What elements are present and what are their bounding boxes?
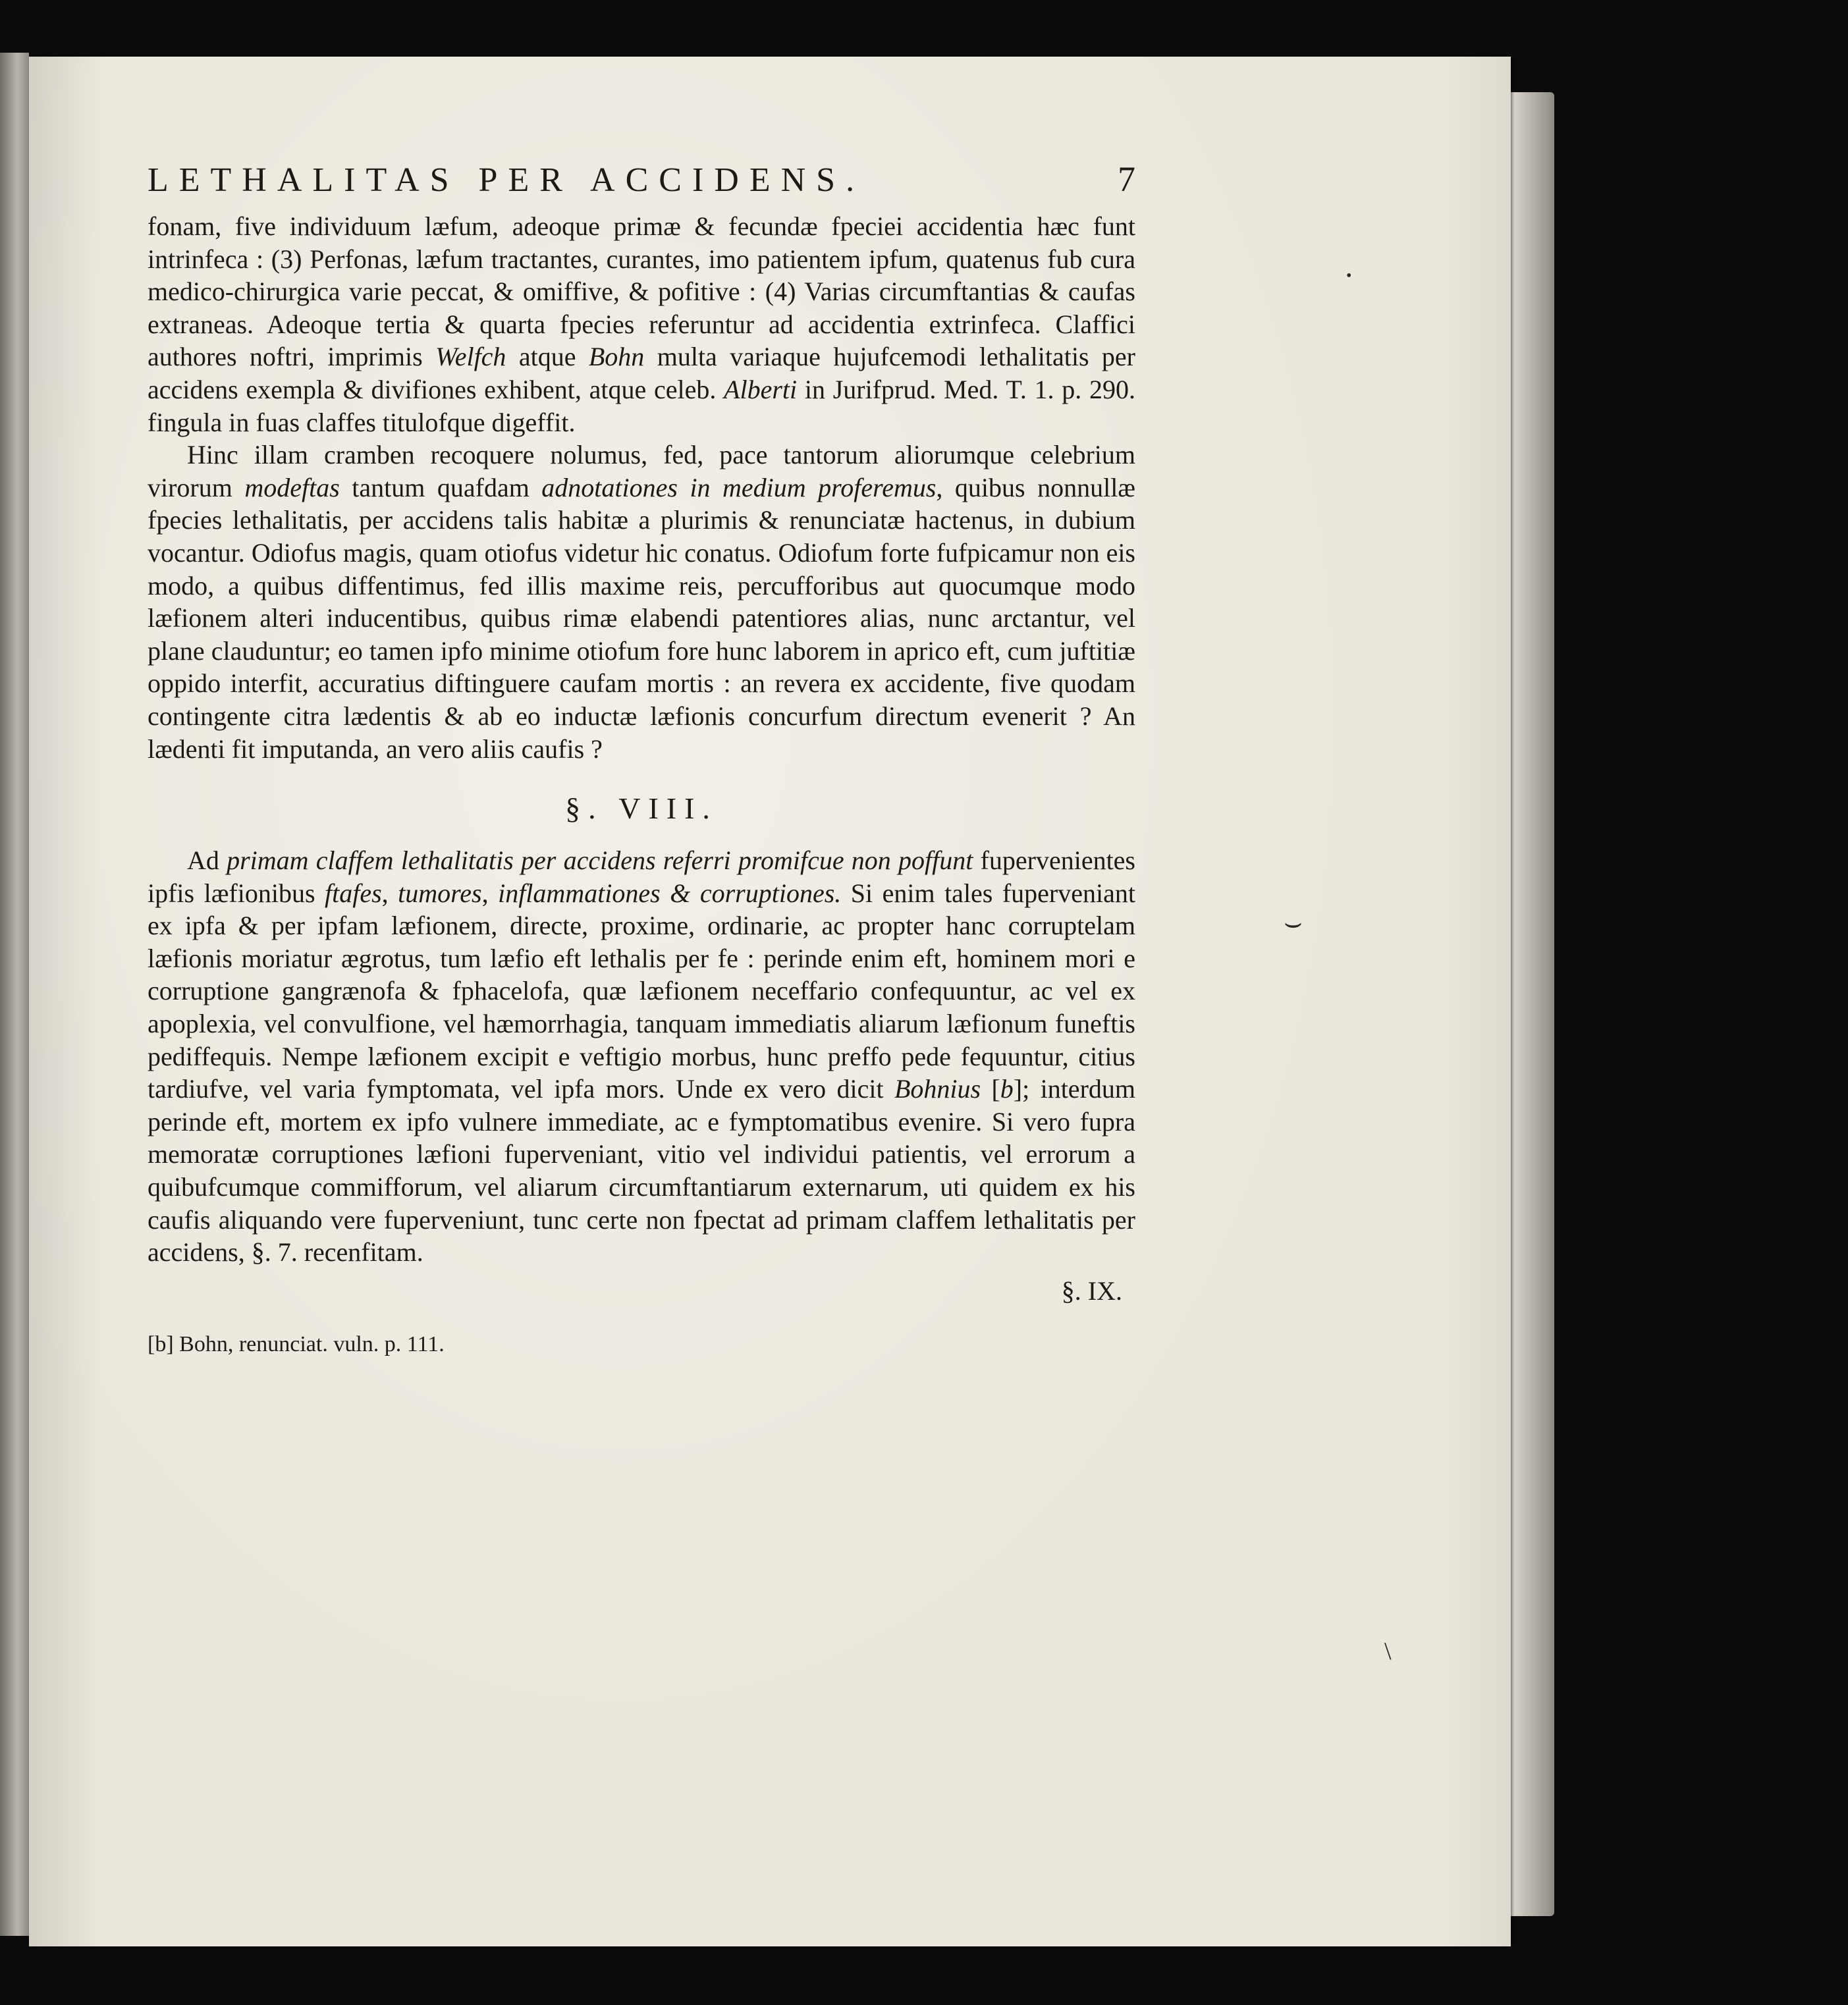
text-block [148, 159, 1135, 1357]
p3-text-7: ]; interdum perinde eft, mortem ex ipfo vulnere immediate, ac e fymptomatibus evenire. Si vero fupra memoratæ corruptiones læfioni fuperveniant, vitio vel individui patientis, vel errorum a quibufcumque commifforum, vel aliarum circumftantiarum externarum, uti quidem ex his caufis aliquando vere fuperveniunt, tunc certe non fpectat ad primam claffem lethalitatis per accidens, §. 7. recenfitam. [148, 1074, 1135, 1268]
left-page-edge [0, 53, 29, 1936]
p3-italic-6: b [1000, 1074, 1014, 1104]
book-page [29, 57, 1511, 1946]
footnote [148, 1332, 1135, 1357]
running-head-title: LETHALITAS PER ACCIDENS. [148, 161, 865, 199]
p1-text-3: multa variaque hujufcemodi lethalitatis per accidens exempla & divifiones exhibent, atque celeb. [148, 342, 1135, 404]
p3-text-1: Ad [187, 845, 227, 876]
footnote-text: Bohn, renunciat. vuln. p. 111. [173, 1331, 445, 1356]
margin-stray-mark: ⌣ [1284, 907, 1303, 939]
p2-text-3: , quibus nonnullæ fpecies lethalitatis, per accidens talis habitæ a plurimis & renunciatæ hactenus, in dubium vocantur. Odiofus magis, quam otiofus videtur hic conatus. Odiofum forte fufpicamur non eis modo, a quibus diffentimus, fed illis maxime reis, percufforibus aut quocumque modo læfionem alteri inducentibus, quibus rimæ elabendi patentiores alias, nunc arctantur, vel plane clauduntur; eo tamen ipfo minime otiofum fore hunc laborem in aprico eft, cum juftitiæ oppido interfit, accuratius diftinguere caufam mortis : an revera ex accidente, five quodam contingente citra lædentis & ab eo inductæ læfionis concurfum directum evenerit ? An lædenti fit imputanda, an vero aliis caufis ? [148, 472, 1135, 764]
catchword: §. IX. [1061, 1275, 1122, 1306]
margin-stray-mark-2: \ [1384, 1638, 1392, 1665]
paragraph-1 [148, 210, 1135, 439]
p1-text-2: atque [506, 342, 589, 372]
running-head [148, 159, 1135, 205]
p3-italic-4: inflammationes & corruptiones. [498, 878, 842, 908]
section-heading: §. VIII. [565, 791, 718, 826]
p3-italic-2: ftafes [325, 878, 382, 908]
p2-italic-2: adnotationes in medium proferemus [541, 472, 937, 502]
p3-text-4: , [481, 878, 499, 908]
p1-name-welfch: Welfch [435, 342, 506, 372]
p3-italic-1: primam claffem lethalitatis per accidens referri promifcue non poffunt [227, 845, 973, 876]
margin-dot: • [1346, 267, 1352, 284]
p1-name-bohn: Bohn [588, 342, 645, 372]
p3-text-5: Si enim tales fuperveniant ex ipfa & per ipfam læfionem, directe, proxime, ordinarie, ac propter hanc corruptelam læfionis moriatur ægrotus, tum læfio eft lethalis per fe : perinde enim eft, hominem mori e corruptione gangrænofa & fphacelofa, quæ læfionem neceffario confequuntur, ac vel ex apoplexia, vel convulfione, vel hæmorrhagia, tanquam immediatis aliarum læfionum funeftis pediffequis. Nempe læfionem excipit e veftigio morbus, hunc preffo pede fequuntur, citius tardiufve, vel varia fymptomata, vel ipfa mors. Unde ex vero dicit [148, 878, 1135, 1104]
p3-text-3: , [381, 878, 398, 908]
p3-italic-5: Bohnius [894, 1074, 981, 1104]
paragraph-3 [148, 844, 1135, 1269]
p1-name-alberti: Alberti [724, 374, 798, 404]
p1-text-1: fonam, five individuum læfum, adeoque primæ & fecundæ fpeciei accidentia hæc funt intrinfeca : (3) Perfonas, læfum tractantes, curantes, imo patientem ipfum, quatenus fub cura medico-chirurgica varie peccat, & omiffive, & pofitive : (4) Varias circumftantias & caufas extraneas. Adeoque tertia & quarta fpecies referuntur ad accidentia extrinfeca. Claffici authores noftri, imprimis [148, 211, 1135, 372]
paragraph-2 [148, 439, 1135, 765]
p3-text-2: fupervenientes ipfis læfionibus [148, 845, 1136, 908]
page-number: 7 [1118, 159, 1135, 199]
p3-italic-3: tumores [398, 878, 482, 908]
p2-text-1: Hinc illam cramben recoquere nolumus, fed, pace tantorum aliorumque celebrium virorum [148, 440, 1135, 502]
p2-italic-1: modeftas [244, 472, 340, 502]
p2-text-2: tantum quafdam [339, 472, 542, 502]
p1-text-4: in Jurifprud. Med. T. 1. p. 290. fingula in fuas claffes titulofque digeffit. [148, 374, 1135, 437]
footnote-mark: [b] [148, 1331, 174, 1356]
p3-text-6: [ [981, 1074, 1000, 1104]
